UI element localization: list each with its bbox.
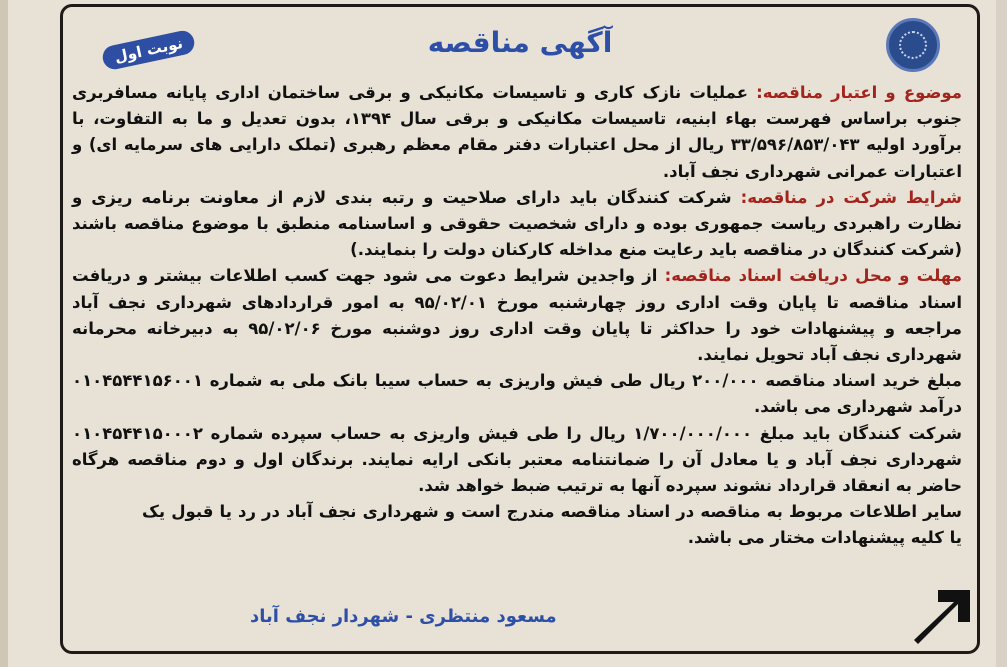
conditions-text: شرکت کنندگان باید دارای صلاحیت و رتبه بندی لازم از معاونت برنامه ریزی و نظارت راهبردی ریاست جمهوری بوده و دارای شخصیت حقوقی و اساسنامه منطبق با موضوع مناقصه باشند (شرکت کنندگان در مناقصه باید رعایت منع مداخله کارکنان دولت را بنمایند.) [72,187,962,260]
subject-text: عملیات نازک کاری و تاسیسات مکانیکی و برقی ساختمان اداری پایانه مسافربری جنوب براساس فهرست بهاء ابنیه، تاسیسات مکانیکی و برقی سال ۱۳۹۴، بدون تعدیل و ما به التفاوت، با برآورد اولیه ۳۳/۵۹۶/۸۵۳/۰۴۳ ریال از محل اعتبارات دفتر مقام معظم رهبری (تملک دارایی های سرمایه ای) و اعتبارات عمرانی شهرداری نجف آباد. [72,83,962,181]
deadline-paragraph [72,263,962,368]
deadline-label: مهلت و محل دریافت اسناد مناقصه: [664,266,962,286]
subject-label: موضوع و اعتبار مناقصه: [756,83,962,102]
notice-header [70,14,970,80]
notice-body [72,80,962,552]
conditions-paragraph [72,185,962,264]
subject-paragraph [72,80,962,185]
pointer-arrow-icon [910,582,980,652]
other-paragraph: سایر اطلاعات مربوط به مناقصه در اسناد مناقصه مندرج است و شهرداری نجف آباد در رد یا قبول یک یا کلیه پیشنهادات مختار می باشد. [142,502,962,548]
conditions-label: شرایط شرکت در مناقصه: [740,187,962,207]
page-edge [0,0,8,667]
fee-paragraph: مبلغ خرید اسناد مناقصه ۲۰۰/۰۰۰ ریال طی فیش واریزی به حساب سیبا بانک ملی به شماره ۰۱۰۴۵۴۴۱۵۶۰۰۱ درآمد شهرداری می باشد. [72,371,962,417]
round-badge: نوبت اول [101,29,197,72]
signature: مسعود منتظری - شهردار نجف آباد [250,606,557,627]
municipality-seal-icon [886,18,940,72]
deadline-text: از واجدین شرایط دعوت می شود جهت کسب اطلاعات بیشتر و دریافت اسناد مناقصه تا پایان وقت اداری روز چهارشنبه مورخ ۹۵/۰۲/۰۱ به امور قراردادهای شهرداری نجف آباد مراجعه و پیشنهادات خود را حداکثر تا پایان وقت اداری روز دوشنبه مورخ ۹۵/۰۲/۰۶ به دبیرخانه محرمانه شهرداری نجف آباد تحویل نمایند. [72,266,962,365]
notice-title: آگهی مناقصه [427,26,613,59]
deposit-paragraph: شرکت کنندگان باید مبلغ ۱/۷۰۰/۰۰۰/۰۰۰ ریال را طی فیش واریزی به حساب سپرده شماره ۰۱۰۴۵۴۴۱۵۰۰۰۲ شهرداری نجف آباد و یا معادل آن را ضمانتنامه معتبر بانکی ارایه نمایند. برندگان اول و دوم مناقصه هرگاه حاضر به انعقاد قرارداد نشوند سپرده آنها به ترتیب ضبط خواهد شد. [72,423,962,496]
